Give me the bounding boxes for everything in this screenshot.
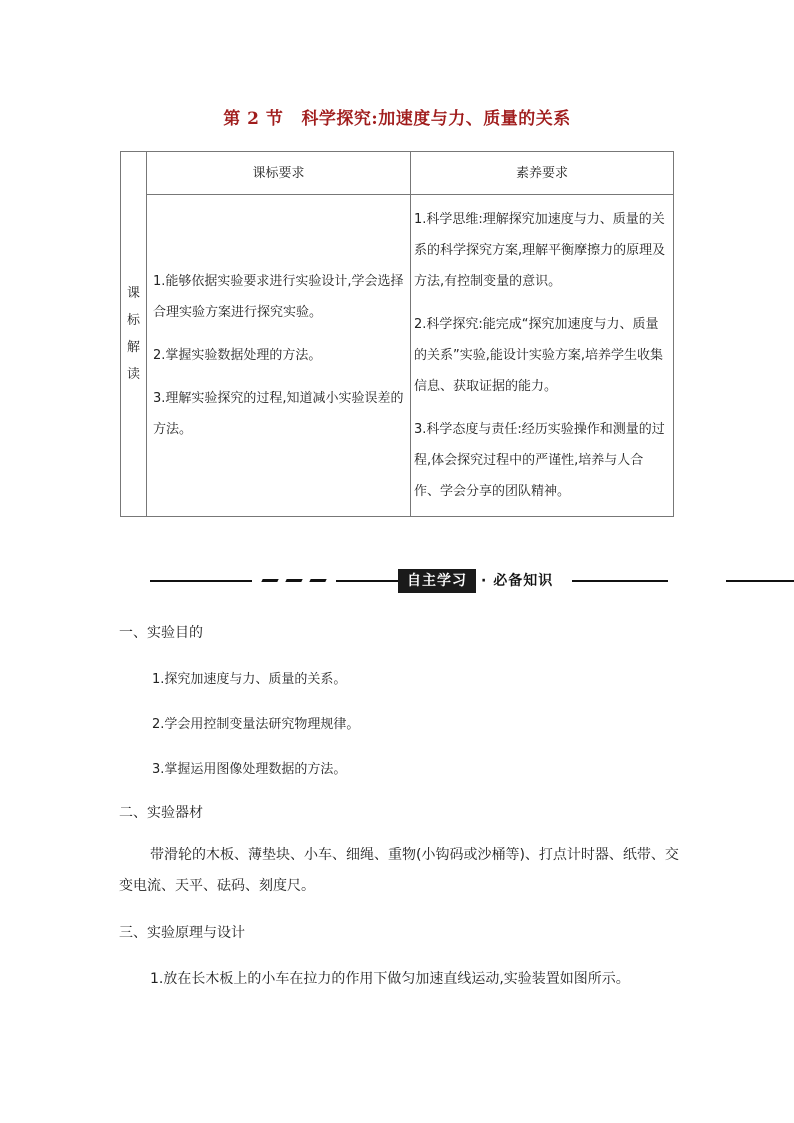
heading-equipment: 二、实验器材 xyxy=(119,805,203,821)
standards-table xyxy=(120,151,674,517)
divider-line xyxy=(572,580,668,582)
page-title xyxy=(0,104,794,129)
divider-dash xyxy=(285,579,302,582)
divider-line xyxy=(336,580,398,582)
divider-line xyxy=(150,580,252,582)
purpose-item: 1.探究加速度与力、质量的关系。 xyxy=(152,672,347,687)
row-header-char: 解 xyxy=(126,340,140,355)
literacy-item: 2.科学探究:能完成“探究加速度与力、质量的关系”实验,能设计实验方案,培养学生收集信息、获取证据的能力。 xyxy=(414,317,663,394)
self-study-badge: 自主学习 xyxy=(398,569,476,593)
row-header-label xyxy=(121,280,146,388)
row-header-cell xyxy=(121,152,147,517)
curriculum-requirements xyxy=(147,195,411,517)
heading-principle: 三、实验原理与设计 xyxy=(119,925,245,941)
row-header-char: 课 xyxy=(126,286,140,301)
col-header-curriculum: 课标要求 xyxy=(147,152,411,195)
banner-subtitle: · 必备知识 xyxy=(481,573,554,589)
curriculum-item: 3.理解实验探究的过程,知道减小实验误差的方法。 xyxy=(153,391,404,437)
literacy-item: 3.科学态度与责任:经历实验操作和测量的过程,体会探究过程中的严谨性,培养与人合作、学会分享的团队精神。 xyxy=(414,422,665,499)
section-number: 第 2 节 xyxy=(223,109,284,129)
section-title: 科学探究:加速度与力、质量的关系 xyxy=(301,109,571,129)
divider-dash xyxy=(309,579,326,582)
literacy-item: 1.科学思维:理解探究加速度与力、质量的关系的科学探究方案,理解平衡摩擦力的原理及方法,有控制变量的意识。 xyxy=(414,212,666,289)
purpose-item: 2.学会用控制变量法研究物理规律。 xyxy=(152,717,360,732)
divider-line xyxy=(726,580,794,582)
heading-purpose: 一、实验目的 xyxy=(119,625,203,641)
curriculum-item: 1.能够依据实验要求进行实验设计,学会选择合理实验方案进行探究实验。 xyxy=(153,274,404,320)
divider-dash xyxy=(261,579,278,582)
row-header-char: 标 xyxy=(126,313,140,328)
curriculum-item: 2.掌握实验数据处理的方法。 xyxy=(153,348,322,363)
row-header-char: 读 xyxy=(126,367,140,382)
literacy-requirements xyxy=(411,195,674,517)
section-banner xyxy=(0,569,794,593)
equipment-text: 带滑轮的木板、薄垫块、小车、细绳、重物(小钩码或沙桶等)、打点计时器、纸带、交变电流、天平、砝码、刻度尺。 xyxy=(119,847,679,894)
purpose-item: 3.掌握运用图像处理数据的方法。 xyxy=(152,762,347,777)
col-header-literacy: 素养要求 xyxy=(411,152,674,195)
principle-item: 1.放在长木板上的小车在拉力的作用下做匀加速直线运动,实验装置如图所示。 xyxy=(150,971,630,987)
